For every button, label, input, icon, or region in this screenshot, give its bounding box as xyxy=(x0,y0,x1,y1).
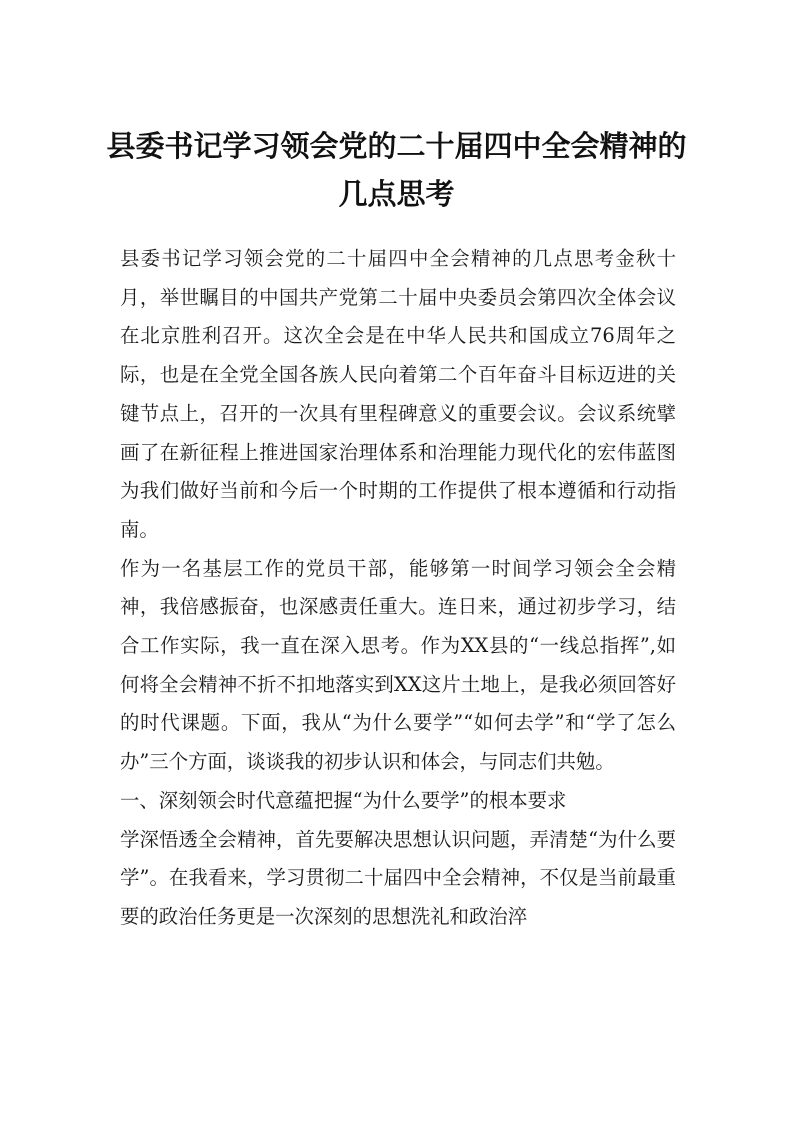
document-title: 县委书记学习领会党的二十届四中全会精神的几点思考 xyxy=(106,129,687,211)
paragraph-reflection: 作为一名基层工作的党员干部，能够第一时间学习领会全会精神，我倍感振奋，也深感责任重大。连日来，通过初步学习，结合工作实际，我一直在深入思考。作为XX县的“一线总指挥”,如何将全会精神不折不扣地落实到XX这片土地上，是我必须回答好的时代课题。下面，我从“为什么要学”“如何去学”和“学了怎么办”三个方面，谈谈我的初步认识和体会，与同志们共勉。 xyxy=(120,556,676,774)
paragraph-intro: 县委书记学习领会党的二十届四中全会精神的几点思考金秋十月，举世瞩目的中国共产党第二十届中央委员会第四次全体会议在北京胜利召开。这次全会是在中华人民共和国成立76周年之际，也是在全党全国各族人民向着第二个百年奋斗目标迈进的关键节点上，召开的一次具有里程碑意义的重要会议。会议系统擘画了在新征程上推进国家治理体系和治理能力现代化的宏伟蓝图为我们做好当前和今后一个时期的工作提供了根本遵循和行动指南。 xyxy=(120,247,676,541)
document-body xyxy=(120,240,676,937)
section-heading-1: 一、深刻领会时代意蕴把握“为什么要学”的根本要求 xyxy=(120,788,567,812)
paragraph-section-1: 学深悟透全会精神，首先要解决思想认识问题，弄清楚“为什么要学”。在我看来，学习贯彻二十届四中全会精神，不仅是当前最重要的政治任务更是一次深刻的思想洗礼和政治淬 xyxy=(120,827,676,928)
